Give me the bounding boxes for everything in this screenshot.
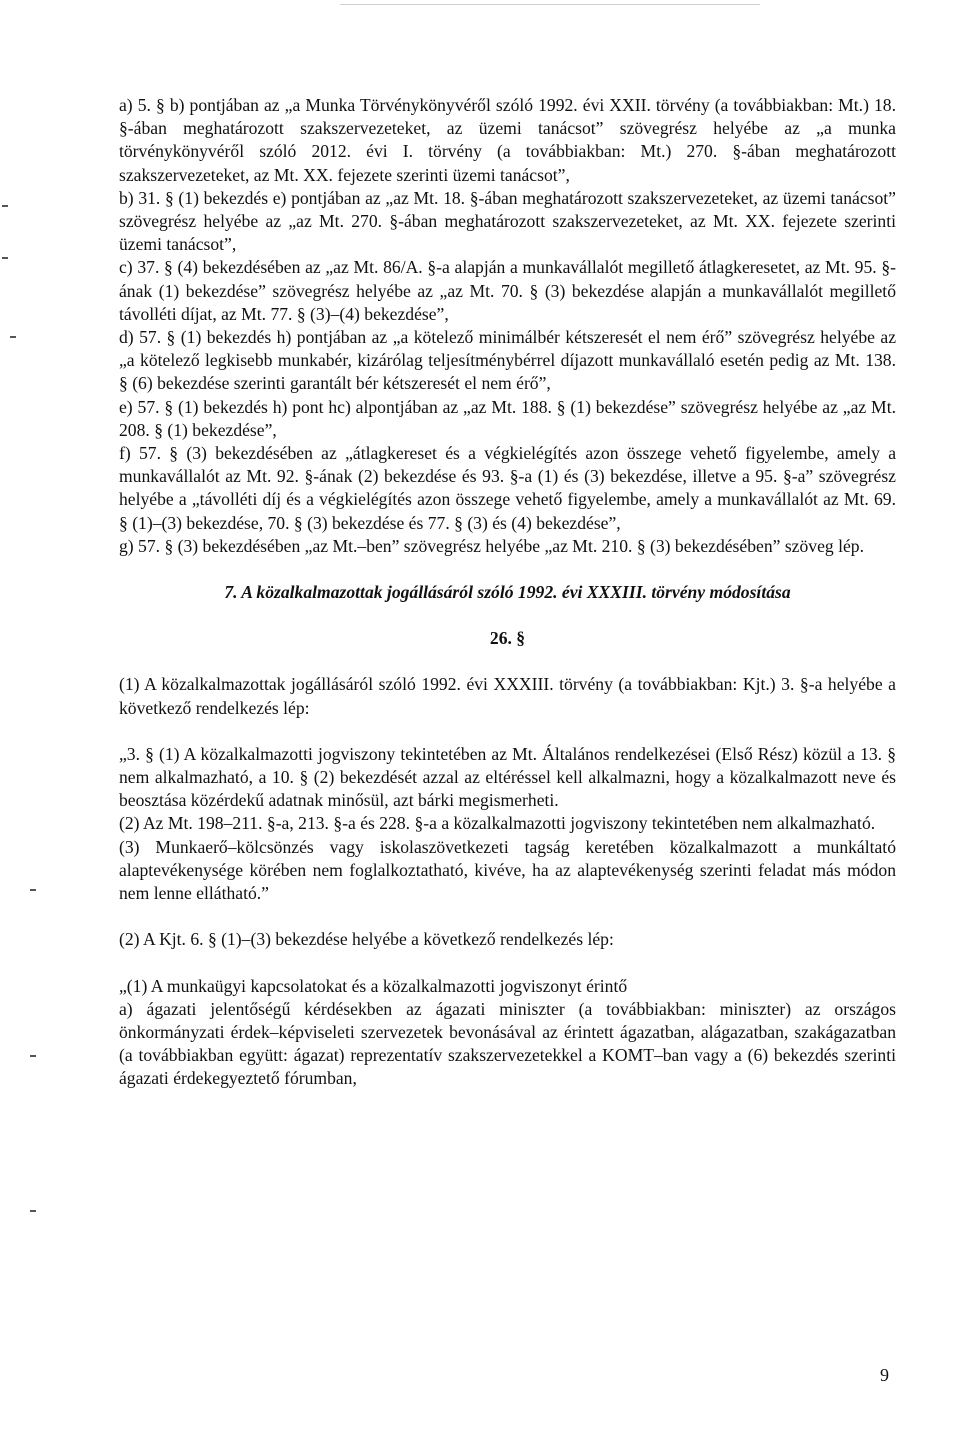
amendment-point: d) 57. § (1) bekezdés h) pontjában az „a kötelező minimálbér kétszeresét el nem érő” szövegrész helyébe az „a kötelező legkisebb munkabér, kizárólag teljesítménybérrel díjazott munkavállaló esetén pedig az Mt. 138. § (6) bekezdése szerinti garantált bér kétszeresét el nem érő”,	[119, 327, 896, 394]
amendment-point: c) 37. § (4) bekezdésében az „az Mt. 86/A. §-a alapján a munkavállalót megillető átlagkeresetet, az Mt. 95. §-ának (1) bekezdése” szövegrész helyébe az „az Mt. 70. § (3) bekezdése alapján a munkavállalót megillető távolléti díjat, az Mt. 77. § (3)–(4) bekezdése”,	[119, 257, 896, 324]
amendment-point: a) 5. § b) pontjában az „a Munka Törvénykönyvéről szóló 1992. évi XXII. törvény (a továbbiakban: Mt.) 18. §-ában meghatározott szakszervezeteket, az üzemi tanácsot” szövegrész helyébe az „a munka törvénykönyvéről szóló 2012. évi I. törvény (a továbbiakban: Mt.) 270. §-ában meghatározott szakszervezeteket, az Mt. XX. fejezete szerinti üzemi tanácsot”,	[119, 95, 896, 185]
quoted-provision: (2) Az Mt. 198–211. §-a, 213. §-a és 228. §-a a közalkalmazotti jogviszony tekintetében nem alkalmazható.	[119, 813, 876, 834]
page-number: 9	[880, 1365, 889, 1385]
amendment-point: g) 57. § (3) bekezdésében „az Mt.–ben” szövegrész helyébe „az Mt. 210. § (3) bekezdésében” szöveg lép.	[119, 535, 864, 556]
scan-margin-mark	[30, 1055, 36, 1057]
quoted-provision: „3. § (1) A közalkalmazotti jogviszony tekintetében az Mt. Általános rendelkezései (Első Rész) közül a 13. § nem alkalmazható, a 10. § (2) bekezdését azzal az eltéréssel kell alkalmazni, hogy a közalkalmazott neve és beosztása közérdekű adatnak minősül, azt bárki megismerheti.	[119, 743, 896, 811]
document-body	[119, 94, 896, 1091]
section-number: 26. §	[489, 628, 526, 649]
scan-margin-mark	[10, 336, 16, 338]
amendment-point: b) 31. § (1) bekezdés e) pontjában az „az Mt. 18. §-ában meghatározott szakszervezeteket, az üzemi tanácsot” szövegrész helyébe az „az Mt. 270. §-ában meghatározott szakszervezeteket, az Mt. XX. fejezete szerinti üzemi tanácsot”,	[119, 187, 896, 255]
scan-margin-mark	[30, 1210, 36, 1212]
quoted-provision: „(1) A munkaügyi kapcsolatokat és a közalkalmazotti jogviszonyt érintő	[119, 975, 628, 996]
scan-margin-mark	[2, 205, 8, 207]
section-paragraph: (1) A közalkalmazottak jogállásáról szóló 1992. évi XXXIII. törvény (a továbbiakban: Kjt.) 3. §-a helyébe a következő rendelkezés lép:	[119, 674, 896, 718]
scan-top-edge	[340, 4, 760, 5]
chapter-heading: 7. A közalkalmazottak jogállásáról szóló 1992. évi XXXIII. törvény módosítása	[224, 582, 791, 603]
scan-margin-mark	[30, 889, 36, 891]
quoted-provision: a) ágazati jelentőségű kérdésekben az ágazati miniszter (a továbbiakban: miniszter) az országos önkormányzati érdek–képviseleti szervezetek bevonásával az érintett ágazatban, alágazatban, szakágazatban (a továbbiakban együtt: ágazat) reprezentatív szakszervezetekkel a KOMT–ban vagy a (6) bekezdés szerinti ágazati érdekegyeztető fórumban,	[119, 998, 896, 1089]
amendment-point: e) 57. § (1) bekezdés h) pont hc) alpontjában az „az Mt. 188. § (1) bekezdése” szövegrész helyébe az „az Mt. 208. § (1) bekezdése”,	[119, 396, 896, 440]
section-paragraph: (2) A Kjt. 6. § (1)–(3) bekezdése helyébe a következő rendelkezés lép:	[119, 929, 614, 950]
quoted-provision: (3) Munkaerő–kölcsönzés vagy iskolaszövetkezeti tagság keretében közalkalmazott a munkáltató alaptevékenysége körében nem foglalkoztatható, kivéve, ha az alaptevékenység szerinti feladat más módon nem lenne ellátható.”	[119, 836, 896, 904]
scan-margin-mark	[2, 257, 8, 259]
amendment-point: f) 57. § (3) bekezdésében az „átlagkereset és a végkielégítés azon összege vehető figyelembe, amely a munkavállalót az Mt. 92. §-ának (2) bekezdése és 93. §-a (1) és (3) bekezdése, illetve a 95. §-a” szövegrész helyébe a „távolléti díj és a végkielégítés azon összege vehető figyelembe, amely a munkavállalót az Mt. 69. § (1)–(3) bekezdése, 70. § (3) bekezdése és 77. § (3) és (4) bekezdése”,	[119, 443, 896, 533]
